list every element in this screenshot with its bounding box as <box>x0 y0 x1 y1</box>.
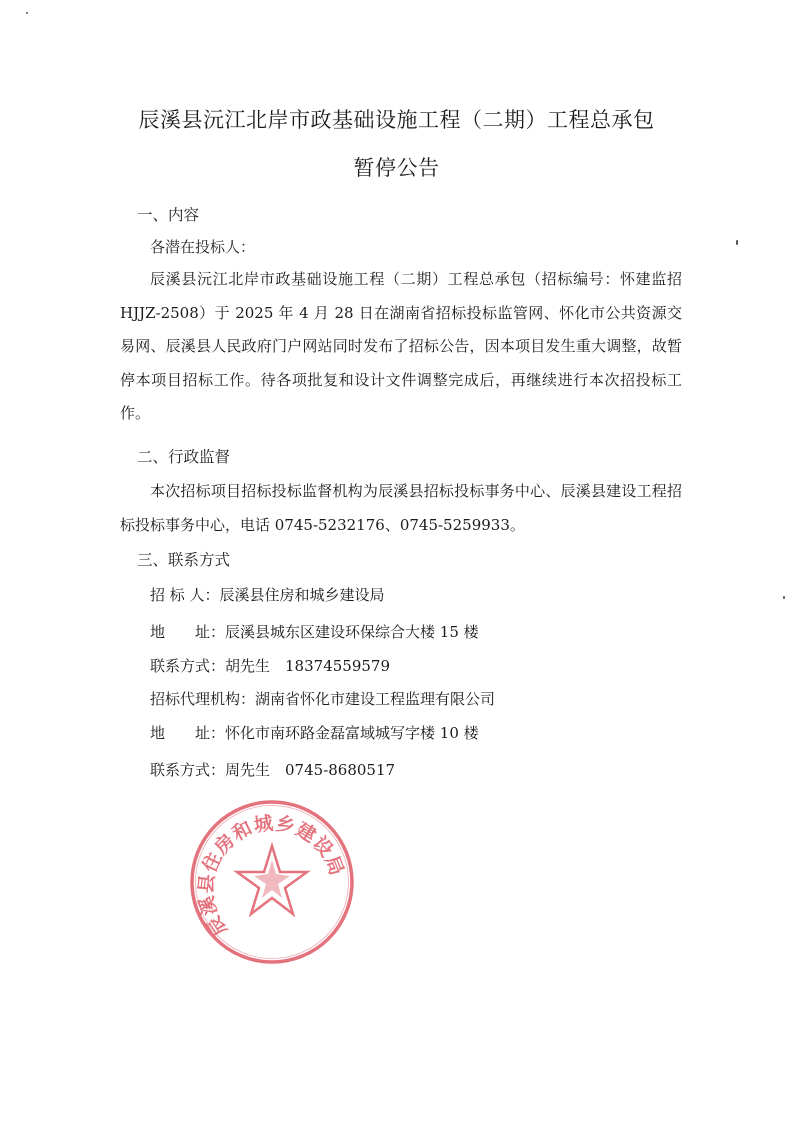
scan-speck <box>26 12 28 14</box>
section1-heading: 一、内容 <box>137 206 200 224</box>
tenderer-line <box>150 584 385 605</box>
agent-label: 招标代理机构： <box>150 690 256 708</box>
official-seal-stamp <box>186 796 358 968</box>
address2-label: 地 址： <box>150 724 226 742</box>
scan-speck <box>783 596 785 599</box>
section2-heading: 二、行政监督 <box>137 448 231 466</box>
contact1-value: 胡先生 18374559579 <box>225 657 390 675</box>
section1-body: 辰溪县沅江北岸市政基础设施工程（二期）工程总承包（招标编号：怀建监招 HJJZ-2508）于 2025 年 4 月 28 日在湖南省招标投标监管网、怀化市公共资源交易网、辰溪县人民政府门户网站同时发布了招标公告，因本项目发生重大调整，故暂停本项目招标工作。待各项批复和设计文件调整完成后，再继续进行本次招投标工作。 <box>120 270 682 422</box>
contact2-label: 联系方式： <box>150 761 226 779</box>
tenderer-value: 辰溪县住房和城乡建设局 <box>219 586 385 604</box>
address2-line <box>150 722 479 743</box>
address1-label: 地 址： <box>150 623 226 641</box>
address2-value: 怀化市南环路金磊富域城写字楼 10 楼 <box>225 724 479 742</box>
agent-line <box>150 688 495 709</box>
section3-heading: 三、联系方式 <box>137 551 231 569</box>
document-title-line1: 辰溪县沅江北岸市政基础设施工程（二期）工程总承包 <box>138 108 655 132</box>
section2-body: 本次招标项目招标投标监督机构为辰溪县招标投标事务中心、辰溪县建设工程招标投标事务中心，电话 0745-5232176、0745-5259933。 <box>120 482 682 534</box>
contact2-line <box>150 759 395 780</box>
document-title-line2: 暂停公告 <box>353 156 440 180</box>
contact1-label: 联系方式： <box>150 657 226 675</box>
svg-text:辰溪县住房和城乡建设局: 辰溪县住房和城乡建设局 <box>195 812 349 940</box>
contact1-line <box>150 655 390 676</box>
salutation: 各潜在投标人： <box>150 238 256 256</box>
contact2-value: 周先生 0745-8680517 <box>225 761 396 779</box>
address1-value: 辰溪县城东区建设环保综合大楼 15 楼 <box>225 623 479 641</box>
star-icon <box>237 846 307 914</box>
scan-speck <box>736 240 738 245</box>
agent-value: 湖南省怀化市建设工程监理有限公司 <box>255 690 496 708</box>
address1-line <box>150 621 479 642</box>
tenderer-label: 招 标 人： <box>150 586 220 604</box>
